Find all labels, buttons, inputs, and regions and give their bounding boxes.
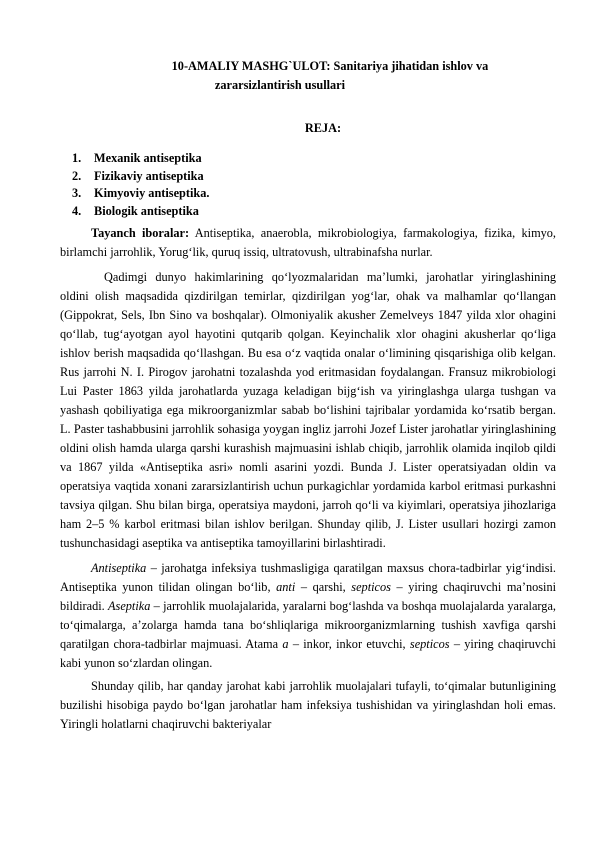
definition-text: – qarshi, [295,580,352,594]
plan-list [72,150,209,220]
term-antiseptika: Antiseptika [91,561,147,575]
page-title [60,57,596,95]
plan-heading: REJA: [304,121,342,135]
plan-item-text: Mexanik antiseptika [94,151,202,165]
term-aseptika: Aseptika [108,599,151,613]
body-text [60,224,556,734]
term-a: a [282,637,289,651]
title-line-1: 10-AMALIY MASHG`ULOT: Sanitariya jihatidan ishlov va [171,59,489,73]
definition-text: – jarrohlik muolajalarida, yaralarni bog‘lashda va boshqa muolajalarda yaralarga, to‘qimalarga, a’zolarga hamda tana bo‘shliqlariga mikroorganizmlarning tushish xavfiga qarshi qaratilgan chora-tadbirlar majmuasi. Atama [60,599,556,651]
keywords-text: Antiseptika, anaerobla, mikrobiologiya, farmakologiya, fizika, kimyo, birlamchi jarrohlik, Yorug‘lik, quruq issiq, ultratovush, ultrabinafsha nurlar. [60,226,557,259]
history-paragraph: Qadimgi dunyo hakimlarining qo‘lyozmalaridan ma’lumki, jarohatlar yiringlashining oldini olish maqsadida qizdirilgan temirlar, qizdirilgan yog‘lar, ohak va malhamlar qo‘llangan (Gippokrat, Sels, Ibn Sino va boshqalar). Olmoniyalik akusher Zemelveys 1847 yilda xlor ohagini qo‘llab, tug‘ayotgan ayol hayotini qutqarib qolgan. Keyinchalik xlor ohagini akusherlar qo‘liga ishlov berish maqsadida qo‘llashgan. Bu esa o‘z vaqtida onalar o‘limining qisqarishiga olib kelgan. Rus jarrohi N. I. Pirogov jarohatni tozalashda yod eritmasidan foydalangan. Fransuz mikrobiologi Lui Paster 1863 yilda jarohatlarda yuzaga keladigan bijg‘ish va yiringlashga ularga tushgan va yashash qobiliyatiga ega mikroorganizmlar sabab bo‘lishini tajribalar yordamida ko‘rsatib bergan. L. Paster tashabbusini jarrohlik sohasiga yoygan ingliz jarrohi Jozef Lister jarohatlar yiringlashining oldini olish hamda ularga qarshi kurashish majmuasini ishlab chiqib, jarrohlik olamida inqilob qildi va 1867 yilda «Antiseptika asri» nomli asarini yozdi. Bunda J. Lister operatsiyadan oldin va operatsiya vaqtida xonani zararsizlantirish uchun purkagichlar yordamida karbol eritmasi purkashni tavsiya qilgan. Shu bilan birga, operatsiya maydoni, jarroh qo‘li va kiyimlari, operatsiya jihozlariga ham 2–5 % karbol eritmasi bilan ishlov berilgan. Shunday qilib, J. Lister usullari hozirgi zamon tushunchasidagi aseptika va antiseptika tamoyillarini birlashtiradi. [60,270,556,550]
plan-item-number: 4. [72,203,82,218]
term-septicos: septicos [409,637,450,651]
plan-item-number: 3. [72,186,82,200]
plan-item [72,150,209,168]
title-line-2: zararsizlantirish usullari [214,78,346,92]
term-anti: anti [276,580,296,594]
term-septicos: septicos [351,580,391,594]
plan-item [72,168,209,186]
plan-item-text: Kimyoviy antiseptika. [94,186,210,200]
definition-text: – jarohatga infeksiya tushmasligiga qaratilgan maxsus chora-tadbirlar yig‘indisi. Antiseptika yunon tilidan olingan bo‘lib, [60,561,556,594]
plan-item-text: Fizikaviy antiseptika [94,168,204,183]
plan-item-text: Biologik antiseptika [94,203,199,218]
keywords-label: Tayanch iboralar: [91,226,190,240]
keywords-paragraph [60,224,556,262]
plan-item-number: 2. [72,168,82,183]
definition-text: – yiring chaqiruvchi kabi yunon so‘zlardan olingan. [60,637,556,670]
definition-paragraph [60,559,556,673]
definition-text: – yiring chaqiruvchi ma’nosini bildiradi. [60,580,557,613]
plan-item [72,203,209,221]
plan-item [72,185,209,203]
plan-item-number: 1. [72,151,82,165]
definition-text: – inkor, inkor etuvchi, [288,637,410,651]
conclusion-paragraph: Shunday qilib, har qanday jarohat kabi jarrohlik muolajalari tufayli, to‘qimalar butunligining buzilishi hisobiga paydo bo‘lgan jarohatlar ham infeksiya tushishidan va yiringlashdan holi emas. Yiringli holatlarni chaqiruvchi bakteriyalar [60,679,556,731]
